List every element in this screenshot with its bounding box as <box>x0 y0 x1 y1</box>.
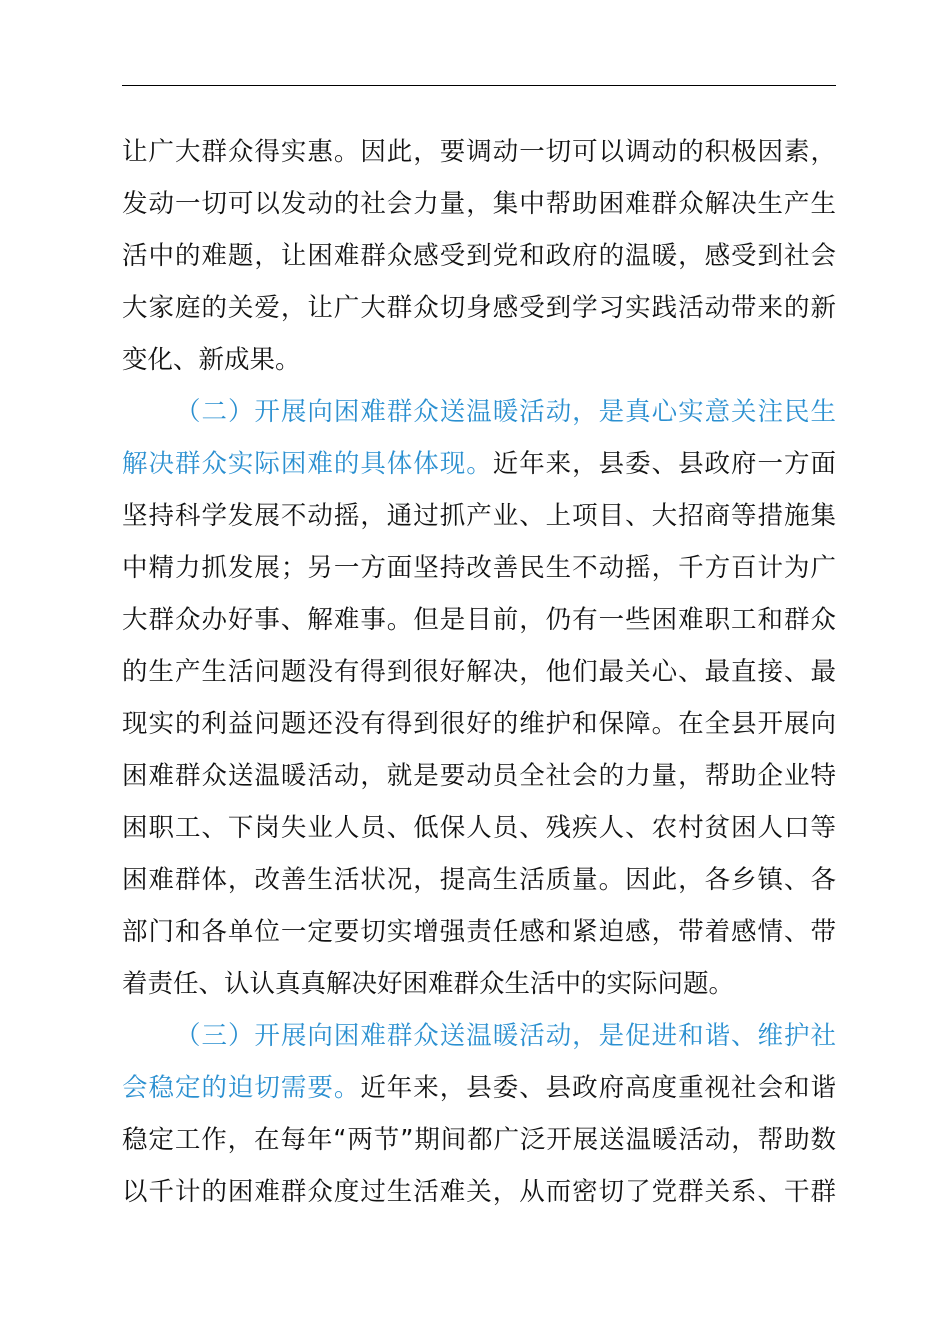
text-line: 着责任、认认真真解决好困难群众生活中的实际问题。 <box>122 969 735 999</box>
section-heading-2-cont: 解决群众实际困难的具体体现。 <box>122 449 493 479</box>
text-line: 大家庭的关爱，让广大群众切身感受到学习实践活动带来的新 <box>122 293 836 323</box>
text-line: 发动一切可以发动的社会力量，集中帮助困难群众解决生产生 <box>122 189 836 219</box>
text-line: 变化、新成果。 <box>122 345 301 375</box>
text-line: 困难群众送温暖活动，就是要动员全社会的力量，帮助企业特 <box>122 761 836 791</box>
text-line: 活中的难题，让困难群众感受到党和政府的温暖，感受到社会 <box>122 241 836 271</box>
header-rule <box>122 85 836 86</box>
section-heading-3: （三）开展向困难群众送温暖活动，是促进和谐、维护社 <box>175 1021 836 1051</box>
text-line: 困职工、下岗失业人员、低保人员、残疾人、农村贫困人口等 <box>122 813 836 843</box>
text-line: 以千计的困难群众度过生活难关，从而密切了党群关系、干群 <box>122 1177 836 1207</box>
text-line: 大群众办好事、解难事。但是目前，仍有一些困难职工和群众 <box>122 605 836 635</box>
text-line: 困难群体，改善生活状况，提高生活质量。因此，各乡镇、各 <box>122 865 836 895</box>
text-line: 稳定工作，在每年“两节”期间都广泛开展送温暖活动，帮助数 <box>122 1125 836 1155</box>
text-line: 让广大群众得实惠。因此，要调动一切可以调动的积极因素， <box>122 137 836 167</box>
text-line: 现实的利益问题还没有得到很好的维护和保障。在全县开展向 <box>122 709 836 739</box>
text-line: 部门和各单位一定要切实增强责任感和紧迫感，带着感情、带 <box>122 917 836 947</box>
text-line: 的生产生活问题没有得到很好解决，他们最关心、最直接、最 <box>122 657 836 687</box>
text-line <box>122 1068 836 1108</box>
text-line: 坚持科学发展不动摇，通过抓产业、上项目、大招商等措施集 <box>122 501 836 531</box>
section-heading-2: （二）开展向困难群众送温暖活动，是真心实意关注民生 <box>175 397 836 427</box>
text-line: 中精力抓发展；另一方面坚持改善民生不动摇，千方百计为广 <box>122 553 836 583</box>
section-heading-3-cont: 会稳定的迫切需要。 <box>122 1073 361 1103</box>
text-segment: 近年来，县委、县政府一方面 <box>492 449 836 479</box>
text-segment: 近年来，县委、县政府高度重视社会和谐 <box>360 1073 836 1103</box>
text-line <box>122 444 836 484</box>
